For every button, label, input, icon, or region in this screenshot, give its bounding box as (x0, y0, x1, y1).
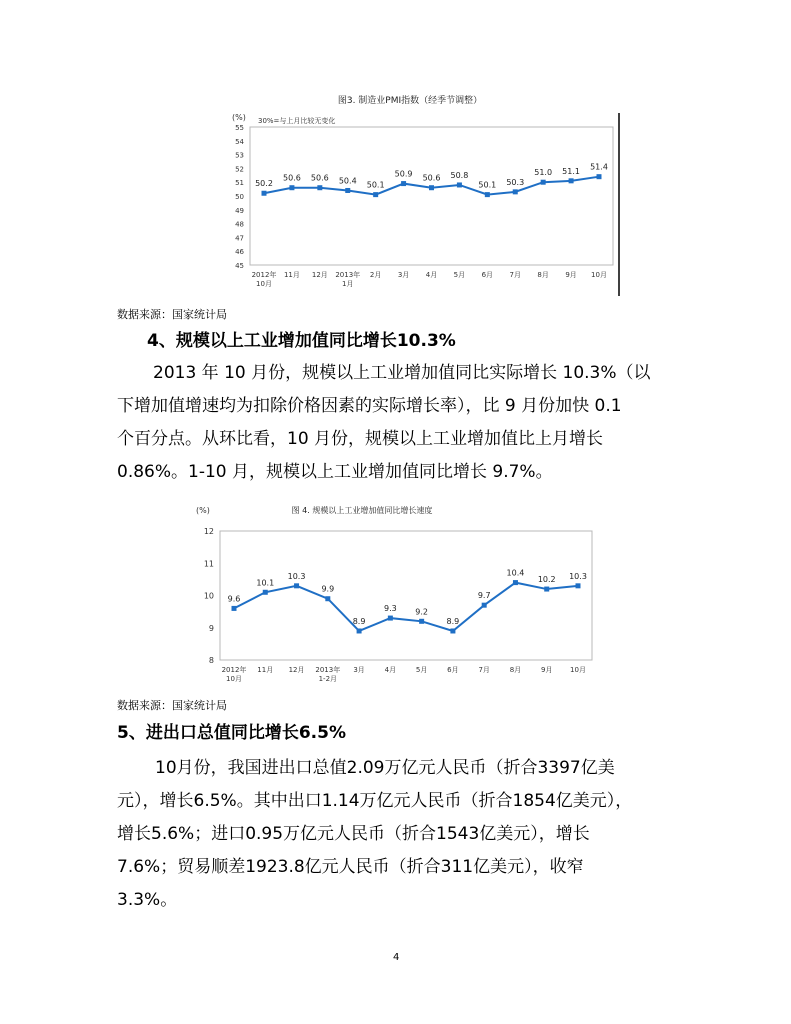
data-point (513, 189, 518, 194)
paragraph-line: 2013 年 10 月份，规模以上工业增加值同比实际增长 10.3%（以 (153, 363, 651, 383)
x-tick-label: 11月 (257, 666, 274, 674)
x-tick-label: 10月 (570, 666, 586, 674)
page-number: 4 (393, 952, 400, 963)
data-label: 10.1 (256, 578, 275, 588)
data-label: 50.2 (255, 179, 273, 189)
data-label: 50.3 (506, 177, 525, 187)
x-tick-label: 12月 (288, 666, 305, 674)
y-axis-unit: (%) (232, 113, 246, 122)
data-point (457, 182, 462, 187)
data-point (294, 583, 299, 588)
data-label: 9.9 (321, 584, 335, 594)
x-tick-label: 10月 (226, 675, 242, 683)
figure-4 (0, 495, 791, 695)
data-label: 8.9 (446, 616, 460, 626)
chart-note: 30%=与上月比较无变化 (258, 117, 336, 125)
data-label: 50.1 (366, 180, 385, 190)
data-point (263, 590, 268, 595)
y-tick-label: 52 (235, 165, 244, 174)
paragraph-line: 0.86%。1-10 月，规模以上工业增加值同比增长 9.7%。 (117, 462, 553, 482)
data-point (262, 191, 267, 196)
y-tick-label: 10 (203, 591, 214, 601)
x-tick-label: 2013年 (315, 666, 341, 674)
y-tick-label: 48 (235, 220, 244, 229)
data-label: 9.2 (415, 607, 429, 617)
data-point (401, 181, 406, 186)
data-point (357, 628, 362, 633)
data-label: 10.3 (287, 571, 306, 581)
x-tick-label: 9月 (540, 666, 553, 674)
section-5-paragraph (117, 752, 697, 917)
paragraph-line: 元），增长6.5%。其中出口1.14万亿元人民币（折合1854亿美元）， (117, 791, 633, 811)
y-tick-label: 53 (235, 151, 244, 160)
industrial-growth-chart (0, 495, 791, 695)
data-point (419, 619, 424, 624)
x-tick-label: 7月 (478, 666, 490, 674)
data-label: 50.9 (394, 169, 413, 179)
data-label: 51.0 (534, 168, 553, 178)
series-line (234, 583, 578, 631)
y-tick-label: 49 (235, 206, 244, 215)
paragraph-line: 10月份，我国进出口总值2.09万亿元人民币（折合3397亿美 (155, 758, 615, 778)
x-tick-label: 1月 (342, 280, 354, 288)
y-tick-label: 46 (235, 248, 244, 257)
data-point (576, 583, 581, 588)
data-label: 8.9 (352, 616, 366, 626)
y-tick-label: 54 (235, 137, 244, 146)
x-tick-label: 2012年 (221, 666, 247, 674)
y-tick-label: 8 (208, 656, 214, 665)
data-label: 50.1 (478, 180, 497, 190)
data-point (373, 192, 378, 197)
x-tick-label: 6月 (481, 271, 494, 279)
data-point (450, 628, 455, 633)
data-label: 50.4 (338, 176, 357, 186)
x-tick-label: 11月 (283, 271, 300, 279)
x-tick-label: 5月 (415, 666, 428, 674)
data-label: 51.1 (562, 166, 580, 176)
data-point (541, 180, 546, 185)
section-4-paragraph (117, 357, 677, 489)
y-tick-label: 51 (235, 179, 244, 188)
paragraph-line: 个百分点。从环比看，10 月份，规模以上工业增加值比上月增长 (117, 429, 604, 449)
data-point (597, 174, 602, 179)
data-point (485, 192, 490, 197)
x-tick-label: 9月 (565, 271, 577, 279)
x-tick-label: 5月 (453, 271, 466, 279)
chart-title: 图 4. 规模以上工业增加值同比增长速度 (291, 506, 433, 515)
data-label: 9.6 (227, 594, 241, 604)
data-point (482, 603, 487, 608)
plot-frame (250, 127, 613, 265)
plot-frame (220, 531, 592, 660)
figure-3 (0, 0, 791, 310)
data-point (325, 596, 330, 601)
data-point (232, 606, 237, 611)
paragraph-line: 增长5.6%；进口0.95万亿元人民币（折合1543亿美元），增长 (117, 824, 590, 844)
y-tick-label: 50 (235, 193, 244, 201)
x-tick-label: 3月 (353, 666, 365, 674)
x-tick-label: 6月 (447, 666, 459, 674)
x-tick-label: 2012年 (251, 271, 277, 279)
data-label: 50.8 (450, 170, 469, 180)
source-label: 数据来源：国家统计局 (117, 699, 227, 712)
data-label: 10.4 (506, 568, 525, 578)
data-point (569, 178, 574, 183)
x-tick-label: 7月 (509, 271, 521, 279)
data-point (317, 185, 322, 190)
source-label: 数据来源：国家统计局 (117, 308, 227, 321)
data-point (345, 188, 350, 193)
data-label: 10.2 (537, 575, 556, 585)
data-label: 9.7 (477, 591, 491, 601)
chart-title: 图3. 制造业PMI指数（经季节调整） (337, 96, 483, 106)
x-tick-label: 4月 (384, 666, 397, 674)
x-tick-label: 2013年 (335, 271, 361, 279)
y-tick-label: 12 (203, 527, 214, 536)
data-point (429, 185, 434, 190)
data-label: 50.6 (310, 173, 329, 183)
x-tick-label: 10月 (256, 280, 272, 288)
x-tick-label: 12月 (311, 271, 328, 279)
pmi-chart (0, 0, 791, 310)
x-tick-label: 8月 (537, 271, 549, 279)
x-tick-label: 10月 (591, 271, 607, 279)
data-point (289, 185, 294, 190)
x-tick-label: 8月 (509, 666, 522, 674)
data-point (544, 587, 549, 592)
y-tick-label: 11 (203, 559, 214, 569)
data-label: 50.6 (422, 173, 441, 183)
data-point (388, 616, 393, 621)
data-label: 50.6 (283, 173, 301, 183)
section-5-heading: 5、进出口总值同比增长6.5% (117, 723, 346, 743)
paragraph-line: 3.3%。 (117, 890, 178, 910)
data-point (513, 580, 518, 585)
x-tick-label: 3月 (397, 271, 410, 279)
x-tick-label: 2月 (369, 271, 382, 279)
paragraph-line: 7.6%；贸易顺差1923.8亿元人民币（折合311亿美元），收窄 (117, 857, 584, 877)
paragraph-line: 下增加值增速均为扣除价格因素的实际增长率），比 9 月份加快 0.1 (117, 396, 622, 416)
x-tick-label: 4月 (425, 271, 438, 279)
section-4-heading: 4、规模以上工业增加值同比增长10.3% (147, 331, 456, 351)
y-tick-label: 45 (235, 262, 244, 270)
data-label: 51.4 (590, 162, 608, 172)
y-tick-label: 47 (235, 234, 244, 243)
y-tick-label: 55 (235, 124, 244, 132)
y-tick-label: 9 (208, 623, 214, 633)
x-tick-label: 1-2月 (318, 675, 338, 683)
data-label: 10.3 (569, 571, 587, 581)
y-axis-unit: (%) (196, 506, 210, 515)
data-label: 9.3 (383, 604, 397, 614)
